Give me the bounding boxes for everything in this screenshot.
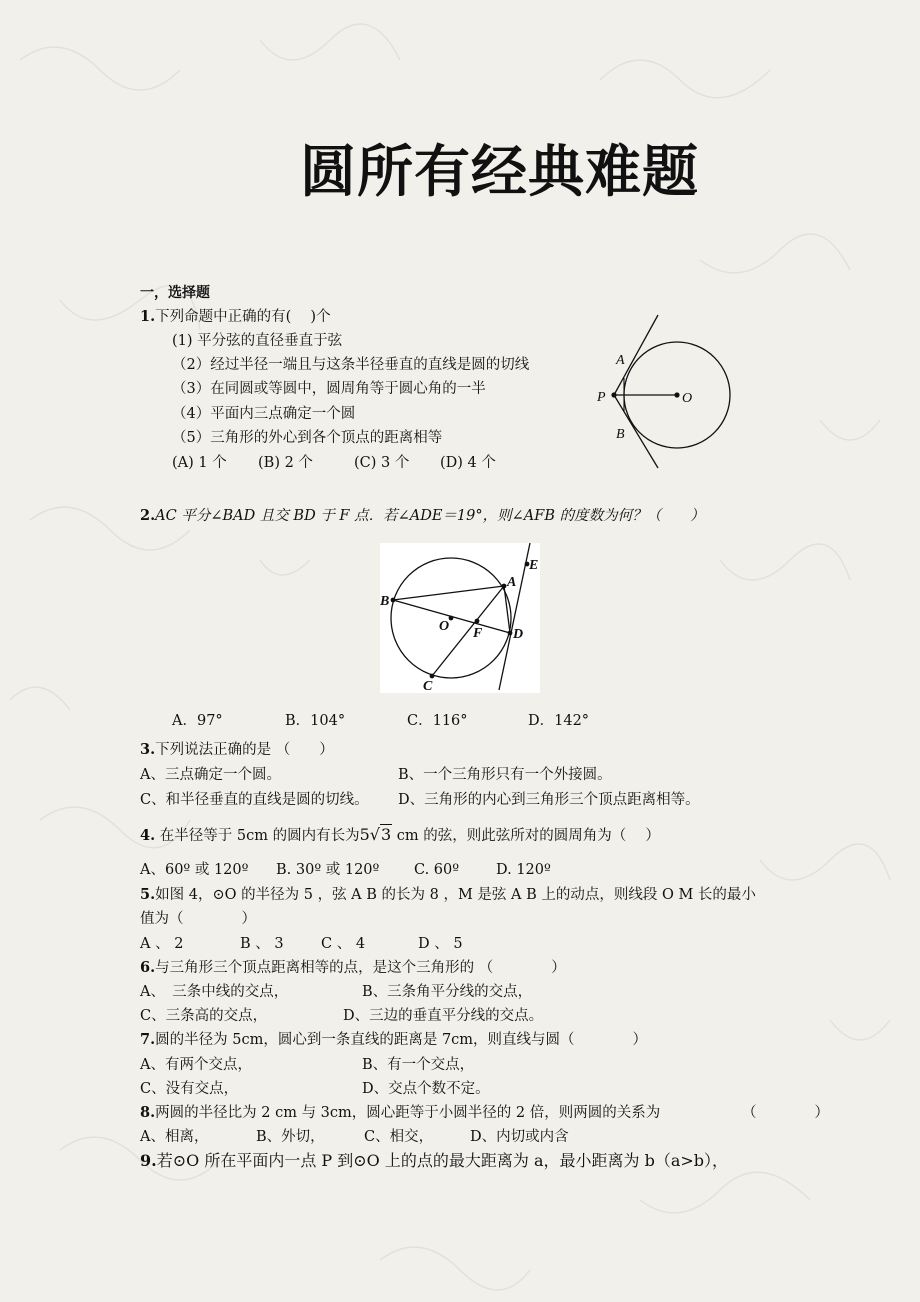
q2-option-b: B．104° [285,713,346,729]
label-b: B [380,594,390,609]
question-text: 圆的半径为 5cm，圆心到一条直线的距离是 7cm，则直线与圆（ ） [155,1032,648,1048]
label-o: O [439,619,450,634]
q6-option-c: C、三条高的交点， [140,1008,268,1024]
q2-circle-figure [380,543,540,693]
q8-option-c: C、相交， [364,1129,434,1145]
question-text: 若⊙O 所在平面内一点 P 到⊙O 上的点的最大距离为 a，最小距离为 b（a>b）， [156,1151,729,1170]
q5-option-c: C 、 4 [321,936,366,952]
section-heading: 一，选择题 [140,285,210,301]
point-b [391,598,396,603]
question-3-stem [140,741,334,759]
q3-option-d: D、三角形的内心到三角形三个顶点距离相等。 [398,792,700,808]
q4-option-a: A、60º 或 120º [140,862,249,878]
radical-coefficient: 5 [359,825,370,844]
q7-option-c: C、没有交点， [140,1081,239,1097]
radical-argument: 3 [380,825,392,844]
question-number: 5. [140,886,156,903]
q8-answer-blank: （ ） [742,1105,829,1121]
question-text: 与三角形三个顶点距离相等的点，是这个三角形的 （ ） [155,960,566,976]
question-number: 3. [140,741,156,758]
label-a: A [507,575,517,590]
q6-option-d: D、三边的垂直平分线的交点。 [343,1008,544,1024]
q2-option-a: A．97° [172,713,223,729]
point-d [508,631,513,636]
figure-background [380,543,540,693]
q8-option-a: A、相离， [140,1129,209,1145]
question-number: 4. [140,827,156,844]
q7-option-a: A、有两个交点， [140,1057,252,1073]
q4-option-b: B. 30º 或 120º [276,862,380,878]
question-8-stem [140,1104,660,1122]
question-text: 下列命题中正确的有( )个 [155,309,331,325]
question-number: 8. [140,1104,156,1121]
question-number: 9. [140,1151,157,1170]
question-text-post: cm 的弦，则此弦所对的圆周角为（ ） [396,828,660,844]
q1-statement-5: （5）三角形的外心到各个顶点的距离相等 [172,430,443,446]
q1-option-d: (D) 4 个 [440,455,496,471]
question-text: 如图 4，⊙O 的半径为 5 ，弦 A B 的长为 8 ，M 是弦 A B 上的动点，则线段 O M 长的最小 [155,887,756,903]
q3-option-a: A、三点确定一个圆。 [140,767,281,783]
q4-option-c: C. 60º [414,862,460,878]
question-1-stem [140,308,331,326]
label-a: A [616,353,625,368]
page-title: 圆所有经典难题 [300,139,699,205]
q6-option-b: B、三条角平分线的交点， [362,984,533,1000]
q1-tangent-figure [590,310,740,475]
question-6-stem [140,959,566,977]
q1-statement-4: （4）平面内三点确定一个圆 [172,406,356,422]
question-number: 2. [140,507,156,524]
question-5-stem-cont: 值为（ ） [140,911,256,927]
label-c: C [423,679,433,693]
point-c [430,674,435,679]
point-a [502,584,507,589]
question-4-stem [140,826,660,845]
label-e: E [529,558,539,573]
q2-option-d: D．142° [528,713,590,729]
label-p: P [597,390,606,405]
q6-option-a: A、 三条中线的交点， [140,984,289,1000]
q5-option-d: D 、 5 [418,936,463,952]
question-5-stem [140,886,756,904]
q8-option-d: D、内切或内含 [470,1129,569,1145]
q1-statement-3: （3）在同圆或等圆中，圆周角等于圆心角的一半 [172,381,486,397]
q4-option-d: D. 120º [496,862,551,878]
q1-option-c: (C) 3 个 [354,455,410,471]
question-text: 两圆的半径比为 2 cm 与 3cm，圆心距等于小圆半径的 2 倍，则两圆的关系为 [155,1105,661,1121]
question-number: 6. [140,959,156,976]
question-text-pre: 在半径等于 5cm 的圆内有长为 [159,828,360,844]
q7-option-b: B、有一个交点， [362,1057,475,1073]
label-b: B [616,427,625,442]
q8-option-b: B、外切， [256,1129,325,1145]
q1-option-a: (A) 1 个 [172,455,227,471]
q7-option-d: D、交点个数不定。 [362,1081,490,1097]
point-p [611,392,616,397]
q3-option-b: B、一个三角形只有一个外接圆。 [398,767,612,783]
label-d: D [513,627,524,642]
q1-option-b: (B) 2 个 [258,455,313,471]
q5-option-b: B 、 3 [240,936,284,952]
q1-statement-1: (1) 平分弦的直径垂直于弦 [172,333,343,349]
label-o: O [682,391,693,406]
question-2-stem [140,507,705,525]
point-o [674,392,679,397]
question-7-stem [140,1031,647,1049]
q5-option-a: A 、 2 [140,936,184,952]
question-number: 1. [140,308,156,325]
question-text: AC 平分∠BAD 且交 BD 于 F 点．若∠ADE＝19°，则∠AFB 的度数为何？（ ） [155,508,705,524]
question-text: 下列说法正确的是 （ ） [155,742,334,758]
question-9-stem [140,1151,728,1171]
question-number: 7. [140,1031,156,1048]
q3-option-c: C、和半径垂直的直线是圆的切线。 [140,792,369,808]
label-f: F [473,626,483,641]
q2-option-c: C．116° [407,713,468,729]
point-o [449,616,454,621]
q1-statement-2: （2）经过半径一端且与这条半径垂直的直线是圆的切线 [172,357,530,373]
sqrt-sign: √ [369,825,380,844]
point-f [475,619,480,624]
